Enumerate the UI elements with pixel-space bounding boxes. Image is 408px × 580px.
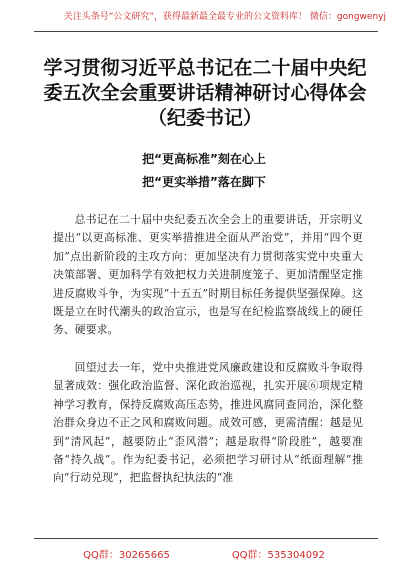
footer bbox=[0, 546, 408, 561]
body-paragraph-2: 回望过去一年，党中央推进党风廉政建设和反腐败斗争取得显著成效：强化政治监督、深化政治巡视，扎实开展⑥项规定精神学习教育，保持反腐败高压态势，推进风腐同查同治，深化整治群众身边不正之风和腐败问题。成效可感，更需清醒：越是见到“清风起”，越要防止“歪风潜”；越是取得“阶段胜”，越要准备“持久战”。作为纪委书记，必须把学习研讨从“纸面理解”推向“行动兑现”，把监督执纪执法的“准 bbox=[53, 361, 363, 485]
subtitle-1: 把“更高标准”刻在心上 bbox=[142, 152, 266, 166]
document-title: 学习贯彻习近平总书记在二十届中央纪委五次全会重要讲话精神研讨心得体会（纪委书记） bbox=[43, 57, 367, 129]
banner-text: 关注头条号“公文研究”，获得最新最全最专业的公文资料库！ 微信：gongwenyj bbox=[63, 11, 386, 22]
header-rule bbox=[34, 31, 378, 32]
top-banner bbox=[0, 0, 408, 30]
subtitle-2: 把“更实举措”落在脚下 bbox=[142, 175, 266, 189]
footer-qq-group-2: QQ群：535304092 bbox=[231, 550, 325, 561]
footer-qq-group-1: QQ群：30265665 bbox=[83, 550, 170, 561]
footer-rule bbox=[34, 538, 378, 539]
body-paragraph-1: 总书记在二十届中央纪委五次全会上的重要讲话，开宗明义提出“以更高标准、更实举措推进全面从严治党”，并用“四个更加”点出新阶段的主攻方向：更加坚决有力贯彻落实党中央重大决策部署、更加科学有效把权力关进制度笼子、更加清醒坚定推进反腐败斗争，为实现“十五五”时期目标任务提供坚强保障。这既是立在时代潮头的政治宣示，也是写在纪检监察战线上的硬任务、硬要求。 bbox=[53, 213, 363, 337]
